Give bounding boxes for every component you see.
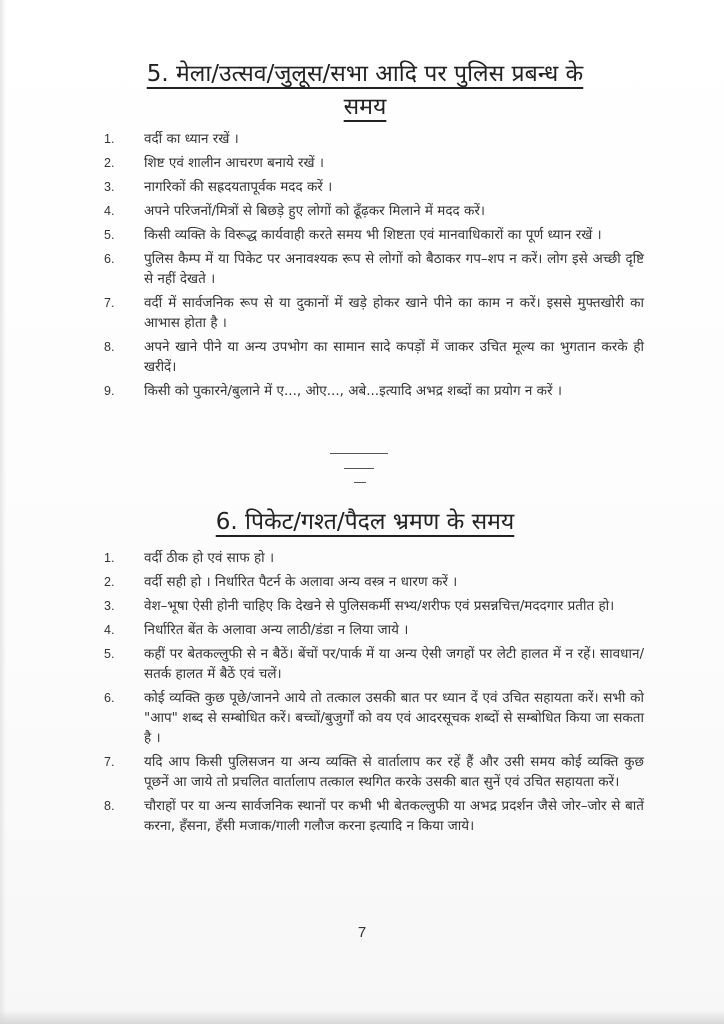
item-text: नागरिकों की सह्रदयतापूर्वक मदद करें । [144,179,333,195]
list-item [104,572,644,592]
item-text: वर्दी में सार्वजनिक रूप से या दुकानों में खड़े होकर खाने पीने का काम न करें। इससे मुफ्तखोरी का आभास होता है । [144,295,644,331]
item-number: 3. [104,180,115,194]
item-number: 2. [104,575,115,589]
section-5-heading [60,58,670,124]
scan-shadow-left [0,0,6,1024]
list-item [104,337,644,377]
item-text: पुलिस कैम्प में या पिकेट पर अनावश्यक रूप से लोगों को बैठाकर गप–शप न करें। लोग इसे अच्छी दृष्टि से नहीं देखते । [144,251,644,287]
item-text: चौराहों पर या अन्य सार्वजनिक स्थानों पर कभी भी बेतकल्लुफी या अभद्र प्रदर्शन जैसे जोर–जोर से बातें करना, हँसना, हँसी मजाक/गाली गलौज करना इत्यादि न किया जाये। [144,798,644,834]
list-item [104,796,644,836]
item-number: 7. [104,755,115,769]
item-number: 8. [104,799,115,813]
item-number: 3. [104,599,115,613]
item-text: किसी व्यक्ति के विरूद्ध कार्यवाही करते समय भी शिष्टता एवं मानवाधिकारों का पूर्ण ध्यान रखें । [144,227,602,243]
item-text: अपने खाने पीने या अन्य उपभोग का सामान सादे कपड़ों में जाकर उचित मूल्य का भुगतान करके ही खरीदें। [144,339,644,375]
section-divider [354,482,366,483]
section-5-list [104,129,644,405]
item-text: वर्दी सही हो । निर्धारित पैटर्न के अलावा अन्य वस्त्र न धारण करें । [144,574,458,590]
item-text: शिष्ट एवं शालीन आचरण बनाये रखें । [144,155,324,171]
item-text: यदि आप किसी पुलिसजन या अन्य व्यक्ति से वार्तालाप कर रहें हैं और उसी समय कोई व्यक्ति कुछ पूछनें आ जाये तो प्रचलित वार्तालाप तत्काल स्थगित करके उसकी बात सुनें एवं उचित सहायता करें। [144,754,644,790]
list-item [104,153,644,173]
item-number: 6. [104,691,115,705]
section-6-heading [60,506,670,539]
item-number: 9. [104,384,115,398]
list-item [104,596,644,616]
item-text: कोई व्यक्ति कुछ पूछे/जानने आये तो तत्काल उसकी बात पर ध्यान दें एवं उचित सहायता करें। सभी को "आप" शब्द से सम्बोधित करें। बच्चों/बुजुर्गों को वय एवं आदरसूचक शब्दों से सम्बोधित किया जा सकता है । [144,690,644,746]
list-item [104,129,644,149]
item-number: 8. [104,340,115,354]
item-text: वर्दी का ध्यान रखें । [144,131,239,147]
item-number: 2. [104,156,115,170]
section-6-heading-text: 6. पिकेट/गश्त/पैदल भ्रमण के समय [215,509,515,535]
list-item [104,177,644,197]
section-6-list [104,548,644,840]
section-divider [330,453,388,454]
item-number: 1. [104,551,115,565]
item-number: 6. [104,252,115,266]
list-item [104,620,644,640]
item-text: वेश–भूषा ऐसी होनी चाहिए कि देखने से पुलिसकर्मी सभ्य/शरीफ एवं प्रसन्नचित्त/मददगार प्रतीत हो। [144,598,615,614]
item-text: वर्दी ठीक हो एवं साफ हो । [144,550,275,566]
page-number: 7 [357,924,367,941]
list-item [104,548,644,568]
item-number: 7. [104,296,115,310]
item-number: 4. [104,204,115,218]
section-divider [344,468,374,469]
list-item [104,293,644,333]
list-item [104,201,644,221]
list-item [104,644,644,684]
section-5-heading-line1: 5. मेला/उत्सव/जुलूस/सभा आदि पर पुलिस प्रबन्ध के [146,61,584,87]
list-item [104,381,644,401]
item-text: किसी को पुकारने/बुलाने में ए..., ओए..., अबे...इत्यादि अभद्र शब्दों का प्रयोग न करें । [144,383,562,399]
item-number: 4. [104,623,115,637]
item-number: 5. [104,228,115,242]
item-number: 1. [104,132,115,146]
item-number: 5. [104,647,115,661]
item-text: निर्धारित बेंत के अलावा अन्य लाठी/डंडा न लिया जाये । [144,622,409,638]
list-item [104,688,644,748]
item-text: कहीं पर बेतकल्लुफी से न बैठें। बेंचों पर/पार्क में या अन्य ऐसी जगहों पर लेटी हालत में न रहें। सावधान/सतर्क हालत में बैठें एवं चलें। [144,646,644,682]
scan-shadow-bottom [0,1010,724,1024]
section-5-heading-line2: समय [343,94,387,120]
list-item [104,225,644,245]
list-item [104,752,644,792]
list-item [104,249,644,289]
item-text: अपने परिजनों/मित्रों से बिछड़े हुए लोगों को ढूँढ़कर मिलाने में मदद करें। [144,203,485,219]
